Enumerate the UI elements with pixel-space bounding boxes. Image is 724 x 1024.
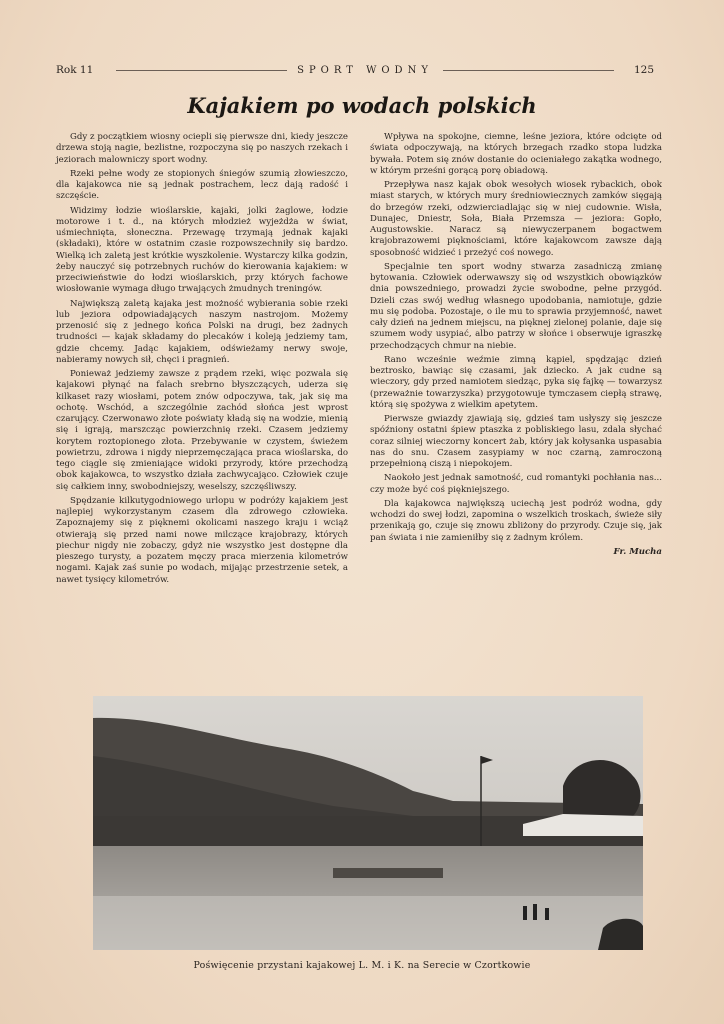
person-figure <box>533 904 537 920</box>
photo-illustration <box>93 696 643 950</box>
header-rule-right <box>443 70 614 71</box>
paragraph: Widzimy łodzie wioślarskie, kajaki, jolki żaglowe, łodzie motorowe i t. d., na których młodzież wyjeżdża w świat, uśmiechnięta, słoneczna. Przewagę trzymają jednak kajaki (składaki), które w ostatnim czasie rozpowszechniły się bardzo. Wielką ich zaletą jest krótkie wyszkolenie. Wystarczy kilka godzin, żeby nauczyć się potrzebnych ruchów do kierowania kajakiem: w przeciwieństwie do łodzi wioślarskich, przy których fachowe wiosłowanie wymaga długo trwających żmudnych treningów. <box>56 205 348 295</box>
paragraph: Dla kajakowca największą uciechą jest podróż wodna, gdy wchodzi do swej łodzi, zapomina o wszelkich troskach, świeże siły przenikają go, czuje się znowu zbliżony do przyrody. Czuje się, jak pan świata i nie zamieniłby się z żadnym królem. <box>370 498 662 543</box>
paragraph: Największą zaletą kajaka jest możność wybierania sobie rzeki lub jeziora odpowiadających naszym nastrojom. Możemy przenosić się z jednego końca Polski na drugi, bez żadnych trudności — kajak składamy do plecaków i koleją jedziemy tam, gdzie chcemy. Jadąc kajakiem, odświeżamy nerwy swoje, nabieramy nowych sił, chęci i pragnień. <box>56 298 348 365</box>
paragraph: Wpływa na spokojne, ciemne, leśne jeziora, które odcięte od świata odpoczywają, na których brzegach rzadko stopa ludzka bywała. Potem się znów dostanie do ocieniałego zakątka wodnego, w którym prześni gorącą porę obiadową. <box>370 132 662 176</box>
header-rule-left <box>116 70 287 71</box>
journal-title: SPORT WODNY <box>297 64 433 76</box>
journal-title-row <box>116 65 614 76</box>
author-signature: Fr. Mucha <box>613 546 662 557</box>
paragraph: Rano wcześnie weźmie zimną kąpiel, spędzając dzień beztrosko, bawiąc się czasami, jak dziecko. A jak cudne są wieczory, gdy przed namiotem siedząc, pyka się fajkę — towarzysz (przeważnie towarzyszka) przygotowuje tymczasem ciepłą strawę, którą się spożywa z wielkim apetytem. <box>370 354 662 410</box>
person-figure <box>545 908 549 920</box>
photo-caption: Poświęcenie przystani kajakowej L. M. i K. na Serecie w Czortkowie <box>193 960 531 971</box>
page-number: 125 <box>633 64 654 76</box>
paragraph: Spędzanie kilkutygodniowego urlopu w podróży kajakiem jest najlepiej wykorzystanym czasem dla zdrowego człowieka. Zapoznajemy się z pięknemi okolicami naszego kraju i wciąż otwierają się przed nami nowe milczące krajobrazy, których piechur nigdy nie zobaczy, gdyż nie wszystko jest dostępne dla pieszego turysty, a pozatem męczy praca mierzenia kilometrów nogami. Kajak zaś sunie po wodach, mijając przestrzenie setek, a nawet tysięcy kilometrów. <box>56 495 348 585</box>
foreground-bank <box>93 896 643 950</box>
running-header <box>56 62 654 78</box>
paragraph: Rzeki pełne wody ze stopionych śniegów szumią złowieszczo, dla kajakowca nie są jednak postrachem, lecz dają radość i szczęście. <box>56 168 348 202</box>
paragraph: Specjalnie ten sport wodny stwarza zasadniczą zmianę bytowania. Człowiek oderwawszy się od wszystkich obowiązków dnia powszedniego, prowadzi życie swobodne, pełne przygód. Dzieli czas swój według własnego upodobania, namiotuje, gdzie mu się podoba. Pozostaje, o ile mu to sprawia przyjemność, nawet cały dzień na jednem miejscu, na pięknej zielonej polanie, daje się szumem wody usypiać, albo patrzy w słońce i obserwuje igraszkę przechodzących chmur na niebie. <box>370 261 662 351</box>
left-column <box>56 132 348 589</box>
article-title: Kajakiem po wodach polskich <box>187 93 537 118</box>
right-column <box>370 132 662 558</box>
floating-pier <box>333 868 443 878</box>
paragraph: Przepływa nasz kajak obok wesołych wiosek rybackich, obok miast starych, w których mury średniowiecznych zamków sięgają do brzegów rzeki, odzwierciadlając się w niej cudownie. Wisła, Dunajec, Dniestr, Soła, Biała Przemsza — jeziora: Gopło, Augustowskie. Naracz są niewyczerpanem bogactwem krajobrazowemi pięknościami, które kajakowcom zawsze dają sposobność widzieć i przeżyć coś nowego. <box>370 180 662 258</box>
paragraph: Ponieważ jedziemy zawsze z prądem rzeki, więc pozwala się kajakowi płynąć na falach srebrno błyszczących, uderza się kilkaset razy wiosłami, potem znów odpoczywa, tak, jak się ma ochotę. Wschód, a szczególnie zachód słońca jest wprost czarujący. Czerwonawo złote poświaty kładą się na wodzie, mienią się i igrają, marszcząc powierzchnię rzeki. Czasem jedziemy korytem roztopionego złota. Przebywanie w czystem, świeżem powietrzu, zdrowa i nigdy nieprzemęczająca praca wioślarska, do tego ciągle się zmieniające widoki przyrody, które przechodzą obok kajakowca, to wszystko działa zachwycająco. Człowiek czuje się całkiem inny, swobodniejszy, weselszy, szczęśliwszy. <box>56 369 348 492</box>
paragraph: Naokoło jest jednak samotność, cud romantyki pochłania nas... czy może być coś piękniejszego. <box>370 473 662 495</box>
paragraph: Pierwsze gwiazdy zjawiają się, gdzieś tam usłyszy się jeszcze spóźniony ostatni śpiew ptaszka z pobliskiego lasu, zdala słychać coraz silniej wieczorny koncert żab, który jak kołysanka uspasabia nas do snu. Czasem zasypiamy w noc czarną, zamroczoną przepełnioną ciszą i niepokojem. <box>370 414 662 469</box>
person-figure <box>523 906 527 920</box>
paragraph: Gdy z początkiem wiosny ociepli się pierwsze dni, kiedy jeszcze drzewa stoją nagie, bezlistne, rozpoczyna się po naszych rzekach i jeziorach malowniczy sport wodny. <box>56 132 348 165</box>
river-harbor-photo <box>93 696 643 950</box>
volume-label: Rok 11 <box>56 64 94 76</box>
